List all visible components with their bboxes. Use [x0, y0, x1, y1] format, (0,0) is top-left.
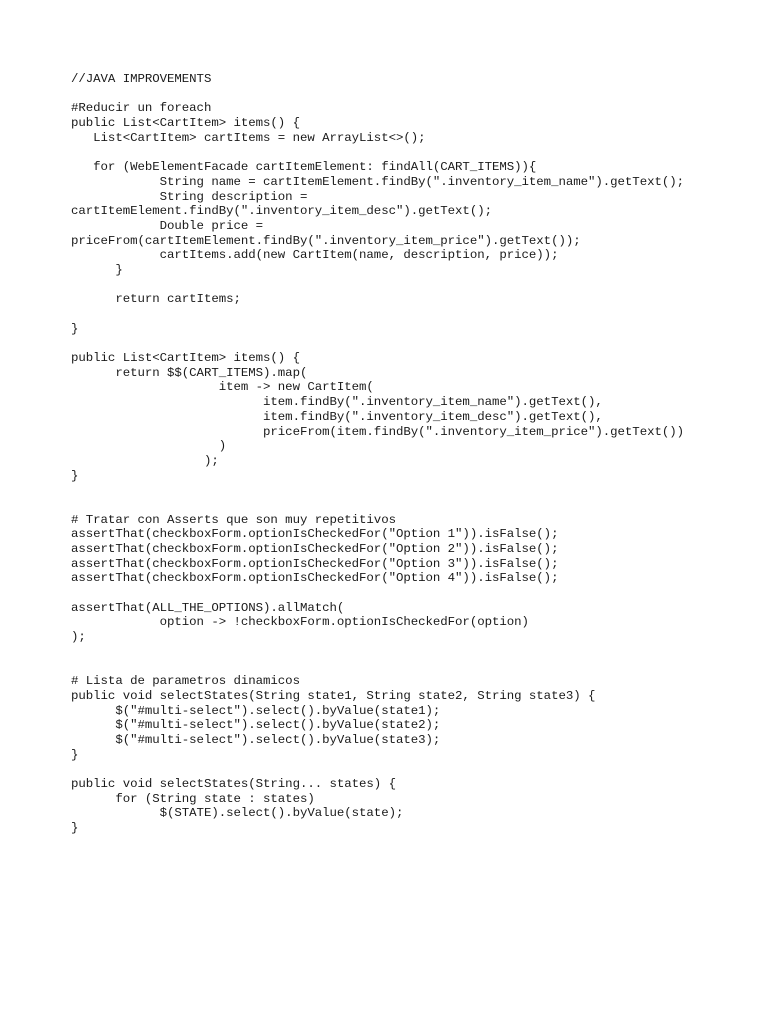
code-line: $(STATE).select().byValue(state);	[71, 806, 404, 821]
code-line: }	[71, 821, 79, 836]
code-line: for (WebElementFacade cartItemElement: findAll(CART_ITEMS)){	[71, 160, 537, 175]
code-line: return cartItems;	[71, 292, 241, 307]
code-line: //JAVA IMPROVEMENTS	[71, 72, 212, 86]
code-line: List<CartItem> cartItems = new ArrayList<>();	[71, 130, 426, 145]
code-line: assertThat(ALL_THE_OPTIONS).allMatch(	[71, 600, 345, 615]
code-line: priceFrom(cartItemElement.findBy(".inventory_item_price").getText());	[71, 233, 581, 248]
code-line: public void selectStates(String... states) {	[71, 777, 396, 791]
code-line: $("#multi-select").select().byValue(state2);	[71, 718, 441, 733]
code-line	[71, 660, 751, 675]
code-line: String description =	[71, 189, 308, 204]
code-line: option -> !checkboxForm.optionIsCheckedFor(option)	[71, 615, 529, 630]
code-line: public List<CartItem> items() {	[71, 351, 300, 366]
code-line	[71, 762, 751, 777]
code-line: item.findBy(".inventory_item_name").getText(),	[71, 395, 603, 410]
code-line: item -> new CartItem(	[71, 380, 374, 395]
code-line: # Lista de parametros dinamicos	[71, 674, 300, 689]
code-line: public List<CartItem> items() {	[71, 116, 300, 131]
code-line	[71, 278, 751, 293]
code-line: item.findBy(".inventory_item_desc").getText(),	[71, 409, 603, 424]
code-line: );	[71, 453, 219, 468]
code-line: for (String state : states)	[71, 791, 315, 806]
code-line: $("#multi-select").select().byValue(state3);	[71, 732, 441, 747]
code-line	[71, 336, 751, 351]
code-line: String name = cartItemElement.findBy(".inventory_item_name").getText();	[71, 174, 685, 189]
code-line: #Reducir un foreach	[71, 101, 212, 116]
code-line: $("#multi-select").select().byValue(state1);	[71, 703, 441, 718]
code-line	[71, 586, 751, 601]
code-line: cartItems.add(new CartItem(name, description, price));	[71, 248, 559, 263]
code-line: Double price =	[71, 218, 264, 233]
code-line: )	[71, 439, 227, 454]
code-line: }	[71, 468, 79, 483]
code-line: return $$(CART_ITEMS).map(	[71, 365, 308, 380]
code-line	[71, 498, 751, 513]
code-line: assertThat(checkboxForm.optionIsCheckedFor("Option 2")).isFalse();	[71, 542, 559, 556]
code-line: }	[71, 262, 123, 277]
code-line	[71, 483, 751, 498]
code-line: cartItemElement.findBy(".inventory_item_desc").getText();	[71, 204, 492, 219]
code-line: assertThat(checkboxForm.optionIsCheckedFor("Option 1")).isFalse();	[71, 527, 559, 542]
code-line: );	[71, 630, 86, 645]
code-line: assertThat(checkboxForm.optionIsCheckedFor("Option 4")).isFalse();	[71, 571, 559, 586]
code-line	[71, 307, 751, 322]
code-text-block	[71, 72, 751, 836]
code-line: assertThat(checkboxForm.optionIsCheckedFor("Option 3")).isFalse();	[71, 556, 559, 571]
code-line: # Tratar con Asserts que son muy repetitivos	[71, 512, 396, 527]
code-line	[71, 87, 751, 102]
code-line	[71, 145, 751, 160]
code-line: }	[71, 321, 79, 336]
code-line: priceFrom(item.findBy(".inventory_item_price").getText())	[71, 424, 685, 439]
code-line: public void selectStates(String state1, String state2, String state3) {	[71, 688, 596, 703]
code-line	[71, 645, 751, 660]
code-line: }	[71, 747, 79, 762]
